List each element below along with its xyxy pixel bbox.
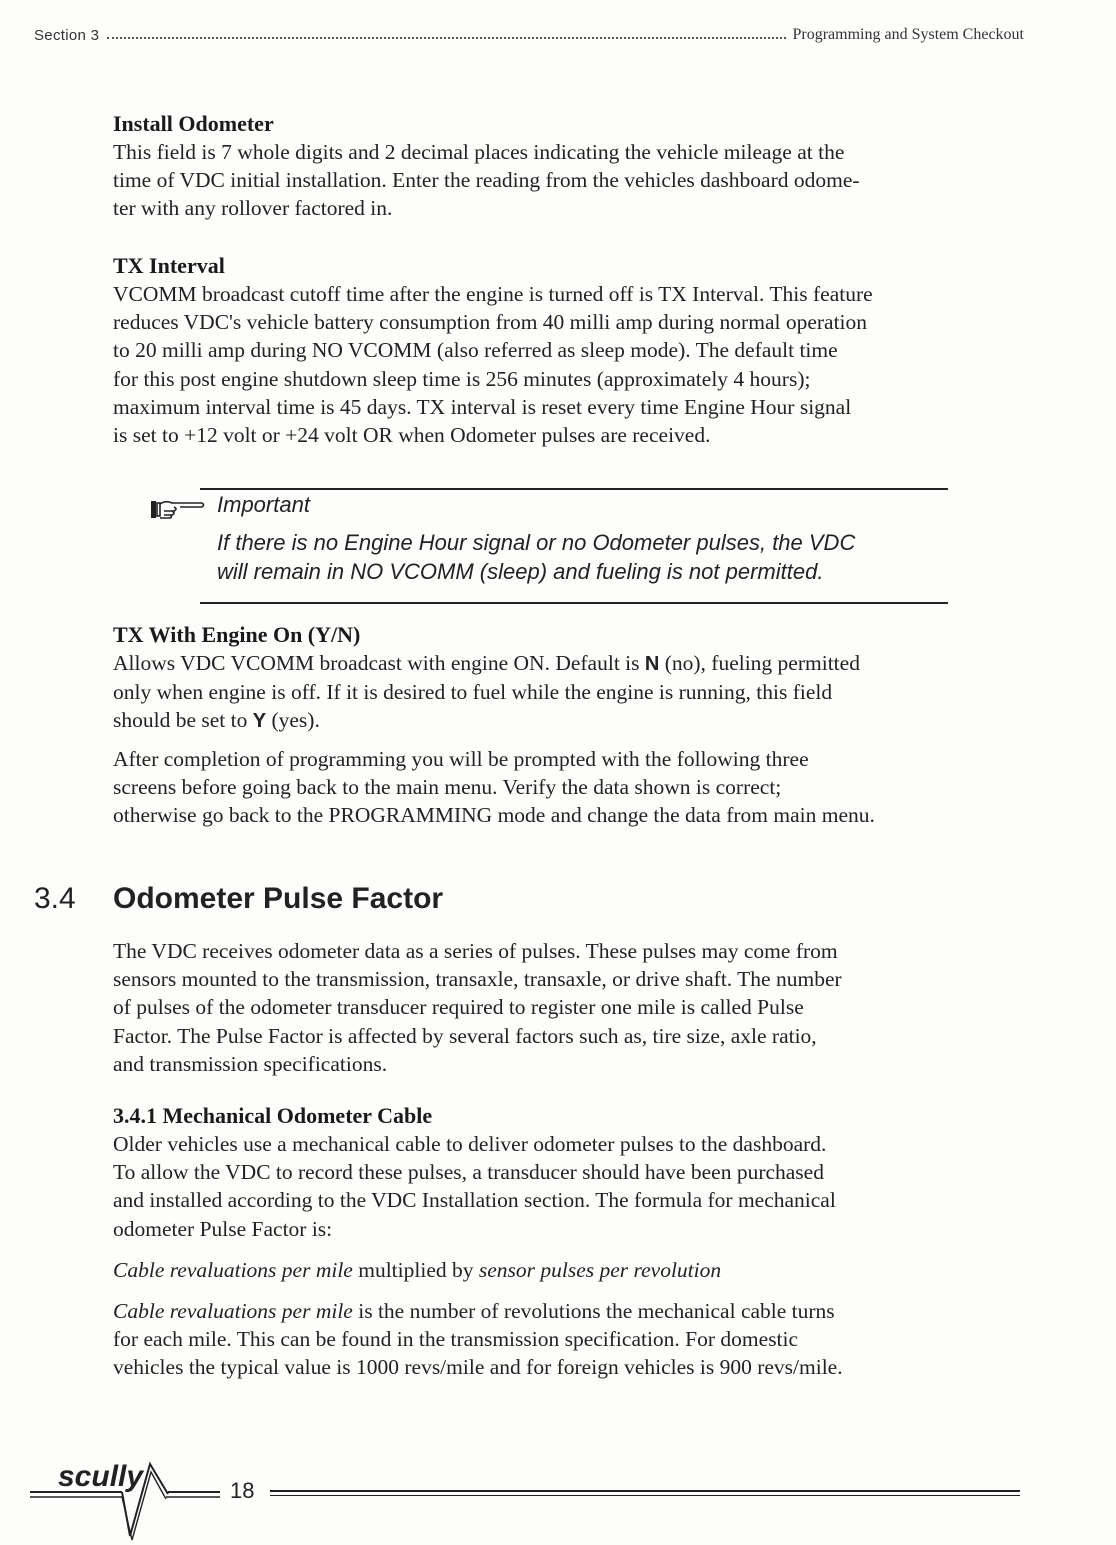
after-completion-line: After completion of programming you will be prompted with the following three <box>113 747 809 771</box>
tx-interval-line: VCOMM broadcast cutoff time after the engine is turned off is TX Interval. This feature <box>113 282 873 306</box>
header-section: Section 3 <box>34 27 100 44</box>
tx-interval-line: is set to +12 volt or +24 volt OR when Odometer pulses are received. <box>113 423 711 448</box>
install-odometer-block <box>113 110 1023 223</box>
after-completion-block <box>113 745 1023 830</box>
text-run: Allows VDC VCOMM broadcast with engine ON. Default is <box>113 651 645 675</box>
text-run: multiplied by <box>352 1258 479 1282</box>
important-line: will remain in NO VCOMM (sleep) and fueling is not permitted. <box>217 559 824 584</box>
scully-logo <box>30 1456 230 1542</box>
after-completion-line: otherwise go back to the PROGRAMMING mode and change the data from main menu. <box>113 803 875 828</box>
tx-interval-block <box>113 252 1023 449</box>
definition-line: vehicles the typical value is 1000 revs/mile and for foreign vehicles is 900 revs/mile. <box>113 1355 843 1380</box>
tx-interval-line: for this post engine shutdown sleep time is 256 minutes (approximately 4 hours); <box>113 366 811 391</box>
definition-line: for each mile. This can be found in the transmission specification. For domestic <box>113 1327 799 1352</box>
text-run: (no), fueling permitted <box>659 651 860 675</box>
mechanical-line: and installed according to the VDC Installation section. The formula for mechanical <box>113 1188 836 1213</box>
formula-term: sensor pulses per revolution <box>478 1258 722 1282</box>
page-number: 18 <box>230 1478 255 1503</box>
text-run: is the number of revolutions the mechanical cable turns <box>352 1299 835 1323</box>
pulse-factor-line: Factor. The Pulse Factor is affected by several factors such as, tire size, axle ratio, <box>113 1023 817 1048</box>
tx-engine-on-line <box>113 649 1023 678</box>
definition-term: Cable revaluations per mile <box>113 1299 353 1323</box>
section-title: Odometer Pulse Factor <box>113 882 444 915</box>
mechanical-line: To allow the VDC to record these pulses, a transducer should have been purchased <box>113 1160 824 1185</box>
text-run: (yes). <box>266 708 320 733</box>
install-odometer-line: time of VDC initial installation. Enter the reading from the vehicles dashboard odome- <box>113 168 860 193</box>
default-value: N <box>644 653 660 675</box>
footer-rule <box>270 1495 1020 1496</box>
note-rule-top <box>200 488 948 490</box>
tx-engine-on-line: only when engine is off. If it is desired to fuel while the engine is running, this field <box>113 680 833 705</box>
definition-block <box>113 1297 1023 1382</box>
after-completion-line: screens before going back to the main menu. Verify the data shown is correct; <box>113 775 782 800</box>
install-odometer-line: This field is 7 whole digits and 2 decimal places indicating the vehicle mileage at the <box>113 140 845 164</box>
svg-text:scully: scully <box>58 1460 144 1493</box>
formula-term: Cable revaluations per mile <box>113 1258 353 1282</box>
tx-engine-on-heading: TX With Engine On (Y/N) <box>113 622 361 647</box>
tx-engine-on-block <box>113 621 1023 736</box>
definition-line <box>113 1297 1023 1325</box>
tx-interval-line: maximum interval time is 45 days. TX interval is reset every time Engine Hour signal <box>113 394 852 419</box>
tx-interval-line: reduces VDC's vehicle battery consumption from 40 milli amp during normal operation <box>113 310 868 335</box>
pulse-factor-line: sensors mounted to the transmission, transaxle, transaxle, or drive shaft. The number <box>113 967 842 992</box>
important-label: Important <box>217 492 310 517</box>
pulse-factor-line: The VDC receives odometer data as a series of pulses. These pulses may come from <box>113 939 838 963</box>
mechanical-line: Older vehicles use a mechanical cable to deliver odometer pulses to the dashboard. <box>113 1132 827 1156</box>
important-line: If there is no Engine Hour signal or no Odometer pulses, the VDC <box>217 530 856 555</box>
pulse-factor-line: of pulses of the odometer transducer required to register one mile is called Pulse <box>113 995 804 1020</box>
formula-line <box>113 1256 1023 1284</box>
tx-engine-on-line <box>113 706 1023 735</box>
important-note <box>150 484 948 604</box>
page-header <box>34 18 1024 44</box>
install-odometer-heading: Install Odometer <box>113 111 274 136</box>
pulse-factor-line: and transmission specifications. <box>113 1051 388 1076</box>
pointing-hand-icon <box>150 498 206 522</box>
pulse-factor-intro <box>113 937 1023 1078</box>
mechanical-line: odometer Pulse Factor is: <box>113 1216 333 1241</box>
text-run: should be set to <box>113 708 253 733</box>
note-rule-bottom <box>200 602 948 604</box>
yes-value: Y <box>252 710 267 733</box>
mechanical-heading: 3.4.1 Mechanical Odometer Cable <box>113 1103 433 1128</box>
tx-interval-heading: TX Interval <box>113 253 225 278</box>
formula-block <box>113 1256 1023 1284</box>
header-title: Programming and System Checkout <box>792 26 1024 43</box>
install-odometer-line: ter with any rollover factored in. <box>113 196 393 221</box>
tx-interval-line: to 20 milli amp during NO VCOMM (also referred as sleep mode). The default time <box>113 338 838 363</box>
page-footer <box>30 1456 1030 1542</box>
section-number: 3.4 <box>34 882 76 915</box>
footer-rule <box>270 1490 1020 1492</box>
header-dot-leader <box>107 37 786 39</box>
mechanical-cable-block <box>113 1102 1023 1243</box>
important-text <box>217 528 937 586</box>
